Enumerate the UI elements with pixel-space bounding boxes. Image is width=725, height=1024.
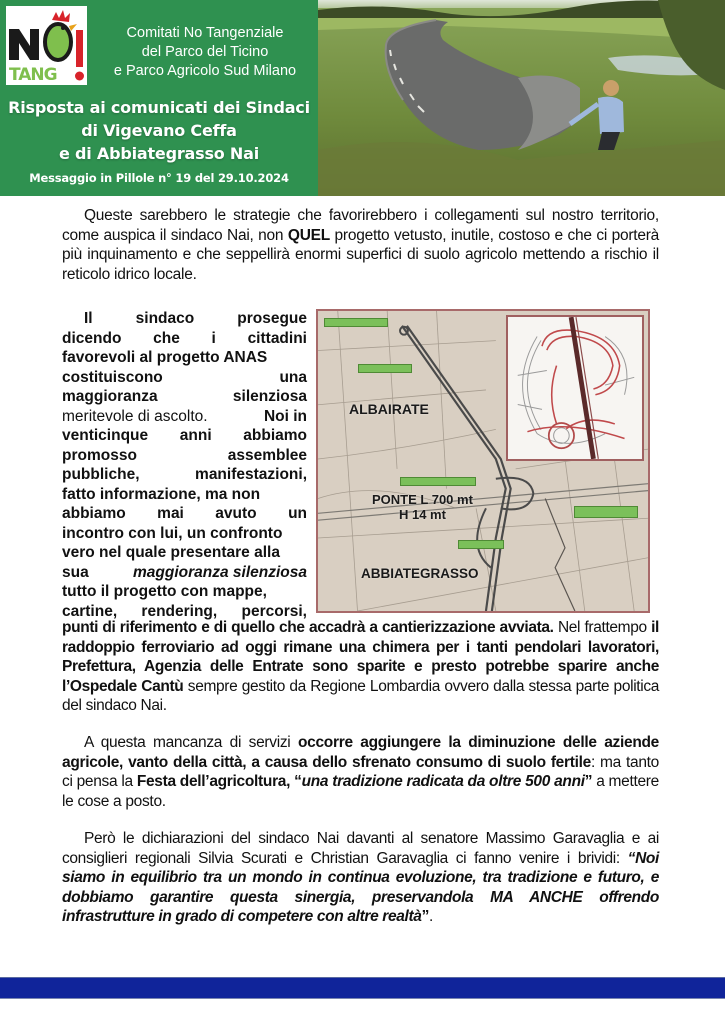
column-line: promosso assemblee bbox=[62, 446, 307, 464]
column-line: dicendo che i cittadini bbox=[62, 329, 307, 347]
map-label-abbiategrasso: ABBIATEGRASSO bbox=[361, 566, 479, 581]
column-line: Il sindaco prosegue bbox=[84, 310, 307, 327]
map-legend-tag bbox=[458, 540, 504, 549]
road-carpet-photo bbox=[318, 0, 725, 196]
column-line: tutto il progetto con mappe, bbox=[62, 583, 267, 600]
column-line: sua maggioranza silenziosa bbox=[62, 563, 307, 581]
column-line: fatto informazione, ma non bbox=[62, 485, 261, 503]
column-line: pubbliche, manifestazioni, bbox=[62, 466, 307, 483]
column-line: vero nel quale presentare alla bbox=[62, 544, 280, 561]
map-legend-tag bbox=[324, 318, 388, 327]
interchange-detail-inset bbox=[506, 315, 644, 461]
column-line: favorevoli al progetto ANAS bbox=[62, 349, 268, 366]
rooster-icon bbox=[6, 6, 87, 85]
paragraph-1: Queste sarebbero le strategie che favorirebbero i collegamenti sul nostro territorio, come auspica il sindaco Nai, non QUEL progetto vetusto, inutile, costoso e che ci porterà più inquinamento e che seppellirà enormi superfici di suolo agricolo mettendo a rischio il reticolo idrico locale. bbox=[62, 207, 660, 283]
project-map bbox=[316, 309, 650, 613]
committee-name bbox=[96, 24, 314, 81]
column-line: meritevole di ascolto. Noi in bbox=[62, 407, 307, 425]
headline-line-1: Risposta ai comunicati dei Sindaci bbox=[8, 98, 310, 117]
committee-line-2: del Parco del Ticino bbox=[141, 44, 269, 60]
footer-bar bbox=[0, 977, 725, 999]
column-line: maggioranza silenziosa bbox=[62, 388, 307, 405]
map-label-albairate: ALBAIRATE bbox=[349, 401, 429, 417]
no-tang-logo bbox=[6, 6, 87, 85]
paragraph-2-continued: punti di riferimento e di quello che accadrà a cantierizzazione avviata. Nel frattempo il raddoppio ferroviario ad oggi rimane una chimera per i tanti pendolari lavoratori, Prefettura, Agenzia delle Entrate sono sparite e presto potrebbe sparire anche l’Ospedale Cantù sempre gestito da Regione Lombardia ovvero dalla stessa parte politica del sindaco Nai. bbox=[62, 619, 660, 714]
map-legend-tag bbox=[400, 477, 476, 486]
interchange-drawing bbox=[508, 317, 642, 459]
column-line: incontro con lui, un confronto bbox=[62, 524, 283, 542]
column-line: venticinque anni abbiamo bbox=[62, 427, 307, 444]
column-line: cartine, rendering, percorsi, bbox=[62, 602, 307, 620]
issue-line: Messaggio in Pillole n° 19 del 29.10.2024 bbox=[29, 171, 289, 185]
headline bbox=[0, 96, 318, 165]
map-label-bridge bbox=[372, 492, 473, 522]
headline-line-3: e di Abbiategrasso Nai bbox=[58, 144, 260, 163]
paragraph-2-column bbox=[62, 309, 307, 621]
map-legend-tag bbox=[358, 364, 412, 373]
paragraph-4: Però le dichiarazioni del sindaco Nai davanti al senatore Massimo Garavaglia e ai consiglieri regionali Silvia Scurati e Christian Garavaglia ci fanno venire i brividi: “Noi siamo in equilibrio tra un mondo in continua evoluzione, tra tradizione e futuro, e dobbiamo garantire questa sinergia, preservandola MA ANCHE offrendo infrastrutture in grado di competere con altre realtà”. bbox=[62, 830, 659, 925]
headline-line-2: di Vigevano Ceffa bbox=[81, 121, 237, 140]
map-legend-tag bbox=[574, 506, 638, 518]
svg-text:TANG: TANG bbox=[9, 65, 57, 85]
column-line: abbiamo mai avuto un bbox=[62, 505, 307, 522]
header-banner bbox=[0, 0, 725, 196]
bridge-height: H 14 mt bbox=[398, 507, 446, 522]
column-line: costituiscono una bbox=[62, 368, 307, 386]
header-green-panel bbox=[0, 0, 318, 196]
bridge-length: PONTE L 700 mt bbox=[372, 492, 473, 507]
paragraph-3: A questa mancanza di servizi occorre aggiungere la diminuzione delle aziende agricole, vanto della città, a causa dello sfrenato consumo di suolo fertile: ma tanto ci pensa la Festa dell’agricoltura, “una tradizione radicata da oltre 500 anni” a mettere le cose a posto. bbox=[62, 734, 659, 810]
committee-line-3: e Parco Agricolo Sud Milano bbox=[113, 63, 297, 79]
committee-line-1: Comitati No Tangenziale bbox=[126, 25, 284, 41]
